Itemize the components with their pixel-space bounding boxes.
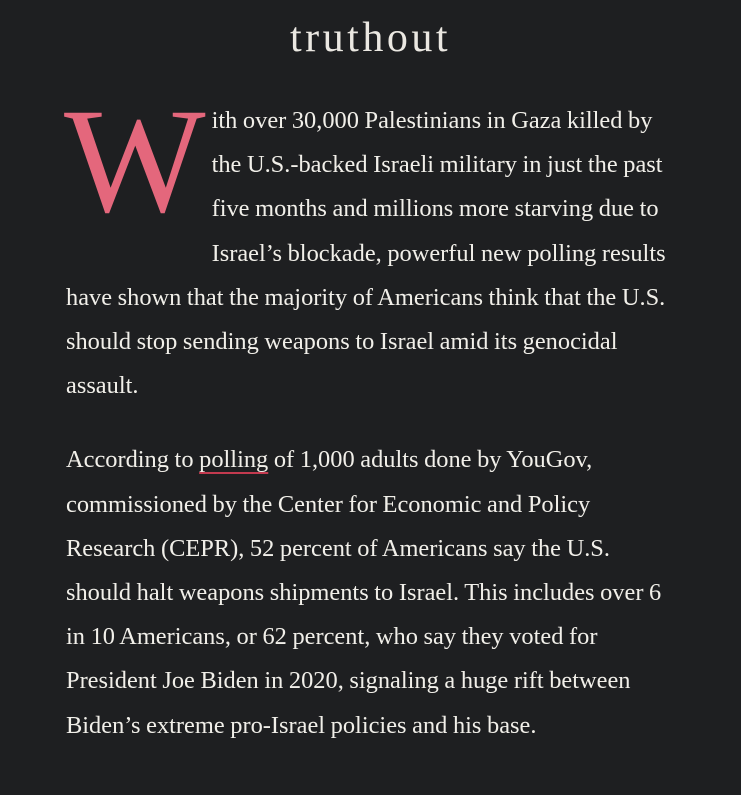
drop-cap: W: [64, 78, 200, 244]
site-logo[interactable]: truthout: [290, 15, 451, 61]
paragraph-2-text: of 1,000 adults done by YouGov, commissioned by the Center for Economic and Policy Research (CEPR), 52 percent of Americans say the U.S. should halt weapons shipments to Israel. This includes over 6 in 10 Americans, or 62 percent, who say they voted for President Joe Biden in 2020, signaling a huge rift between Biden’s extreme pro-Israel policies and his base.: [66, 446, 662, 739]
article-paragraph-1: [64, 78, 678, 408]
article-paragraph-2: [66, 438, 678, 747]
article-body: [64, 78, 678, 748]
paragraph-1-text: ith over 30,000 Palestinians in Gaza killed by the U.S.-backed Israeli military in just the past five months and millions more starving due to Israel’s blockade, powerful new polling results have shown that the majority of Americans think that the U.S. should stop sending weapons to Israel amid its genocidal assault.: [66, 107, 666, 400]
paragraph-2-lead: According to: [66, 446, 200, 474]
polling-link[interactable]: polling: [199, 446, 269, 474]
